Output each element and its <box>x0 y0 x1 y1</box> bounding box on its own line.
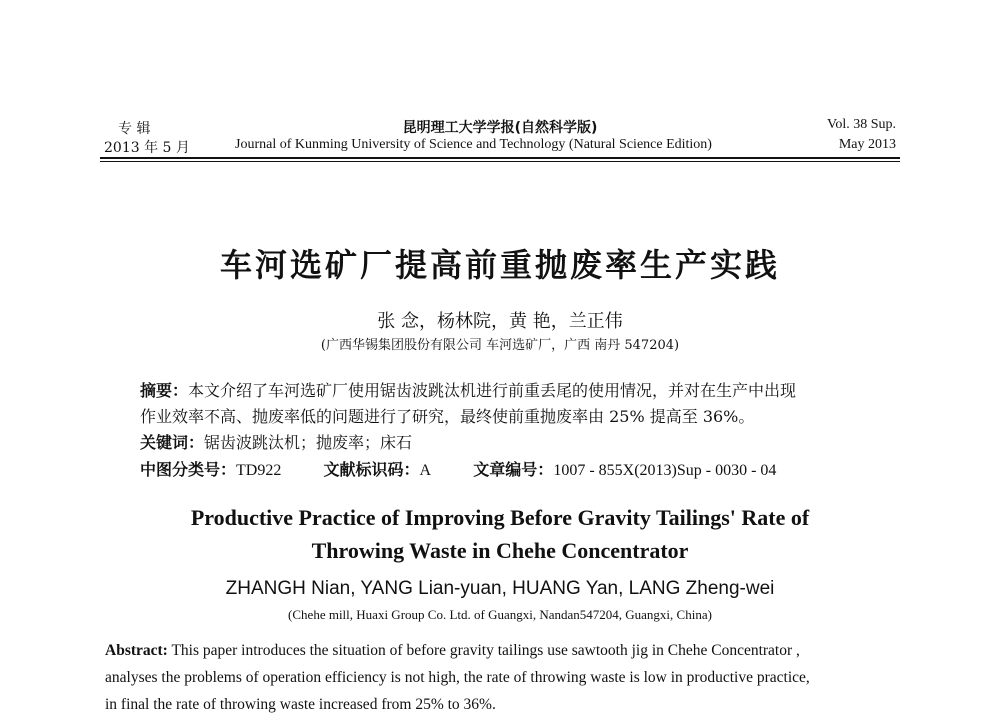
abstract-en-line-1 <box>105 642 905 660</box>
keywords-cn: 锯齿波跳汰机；抛废率；床石 <box>204 433 413 452</box>
header-rule-thin <box>100 161 900 162</box>
keywords-cn-line <box>140 430 412 453</box>
abstract-en-line-2: analyses the problems of operation efficiency is not high, the rate of throwing waste is low in productive practice, <box>105 669 810 686</box>
journal-title-en: Journal of Kunming University of Science and Technology (Natural Science Edition) <box>235 137 712 152</box>
paper-title-en-line-1: Productive Practice of Improving Before Gravity Tailings' Rate of <box>190 505 810 530</box>
affiliation-cn: (广西华锡集团股份有限公司 车河选矿厂，广西 南丹 547204) <box>320 338 680 353</box>
article-no-label: 文章编号： <box>473 460 554 479</box>
doc-code-label: 文献标识码： <box>323 460 420 479</box>
paper-title-en-line-2: Throwing Waste in Chehe Concentrator <box>311 538 689 563</box>
journal-title-cn: 昆明理工大学学报(自然科学版) <box>402 120 598 136</box>
clc-label: 中图分类号： <box>140 460 237 479</box>
volume-info: Vol. 38 Sup. <box>827 117 896 132</box>
article-no-value: 1007 - 855X(2013)Sup - 0030 - 04 <box>553 462 777 479</box>
authors-en: ZHANGH Nian, YANG Lian-yuan, HUANG Yan, LANG Zheng-wei <box>225 578 775 599</box>
doc-code-value: A <box>419 462 432 479</box>
clc-value: TD922 <box>236 462 282 479</box>
abstract-label-en: Abstract: <box>105 642 168 659</box>
issue-date-cn: 2013 年 5 月 <box>104 140 190 156</box>
issue-date-en: May 2013 <box>838 137 896 152</box>
header-rule-thick <box>100 157 900 159</box>
abstract-cn-text-1: 本文介绍了车河选矿厂使用锯齿波跳汰机进行前重丢尾的使用情况，并对在生产中出现 <box>188 381 797 400</box>
abstract-en-line-3: in final the rate of throwing waste increased from 25% to 36%. <box>105 696 496 713</box>
keywords-label-cn: 关键词： <box>140 433 205 452</box>
paper-title-cn: 车河选矿厂提高前重抛废率生产实践 <box>219 246 780 284</box>
affiliation-en: (Chehe mill, Huaxi Group Co. Ltd. of Guangxi, Nandan547204, Guangxi, China) <box>288 607 712 622</box>
special-issue-label: 专 辑 <box>118 121 151 137</box>
authors-cn: 张 念，杨林院，黄 艳，兰正伟 <box>377 311 623 332</box>
classification-line <box>140 457 776 480</box>
abstract-label-cn: 摘要： <box>140 381 189 400</box>
abstract-cn-line-2: 作业效率不高、抛废率低的问题进行了研究，最终使前重抛废率由 25% 提高至 36%。 <box>140 407 755 426</box>
abstract-cn-line-1 <box>140 378 796 401</box>
abstract-en-text-1: This paper introduces the situation of before gravity tailings use sawtooth jig in Chehe Concentrator , <box>167 642 800 659</box>
